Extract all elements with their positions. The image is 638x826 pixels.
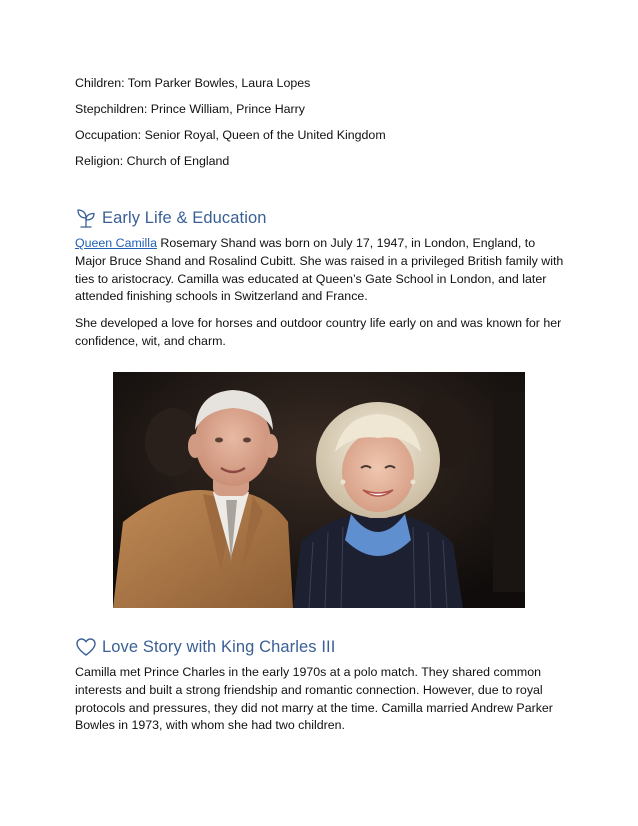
heart-icon [75, 636, 97, 658]
love-story-paragraph-1: Camilla met Prince Charles in the early 1970s at a polo match. They shared common interests and built a strong friendship and romantic connection. However, due to royal protocols and pressures, they did not marry at the time. Camilla married Andrew Parker Bowles in 1973, with whom she had two children. [75, 665, 553, 733]
early-life-heading [75, 205, 267, 231]
photo-illustration [113, 372, 525, 608]
love-story-heading-text: Love Story with King Charles III [102, 637, 336, 656]
photo-king-charles-queen-camilla [113, 372, 525, 608]
love-story-heading [75, 634, 335, 660]
early-life-paragraph-1-text: Rosemary Shand was born on July 17, 1947, in London, England, to Major Bruce Shand and Rosalind Cubitt. She was raised in a privileged British family with ties to aristocracy. Camilla was educated at Queen’s Gate School in London, and later attended finishing schools in Switzerland and France. [75, 236, 564, 304]
children-line: Children: Tom Parker Bowles, Laura Lopes [75, 76, 311, 90]
stepchildren-line: Stepchildren: Prince William, Prince Harry [75, 102, 305, 116]
queen-camilla-link[interactable]: Queen Camilla [75, 236, 157, 250]
early-life-heading-text: Early Life & Education [102, 208, 267, 227]
occupation-line: Occupation: Senior Royal, Queen of the United Kingdom [75, 128, 386, 142]
early-life-paragraph-2: She developed a love for horses and outdoor country life early on and was known for her confidence, wit, and charm. [75, 316, 562, 348]
sprout-icon [75, 207, 97, 229]
religion-line: Religion: Church of England [75, 154, 230, 168]
early-life-paragraph-1 [75, 235, 565, 306]
